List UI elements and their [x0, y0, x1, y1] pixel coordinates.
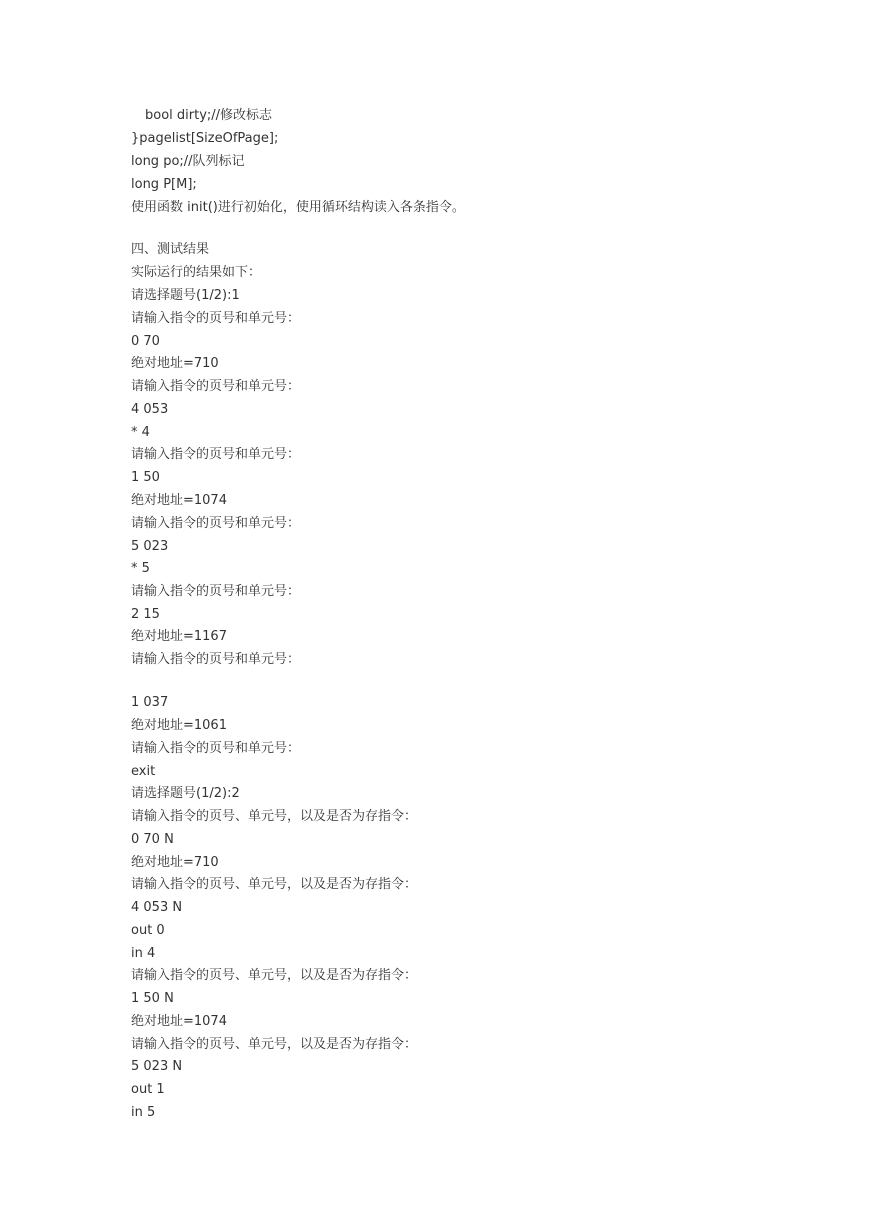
output-line: 5 023	[131, 539, 169, 554]
paragraph-init-description: 使用函数 init()进行初始化，使用循环结构读入各条指令。	[131, 200, 465, 215]
output-line: 请选择题号(1/2):2	[131, 786, 240, 801]
output-line: 2 15	[131, 607, 160, 622]
output-line: exit	[131, 764, 156, 779]
output-line: 0 70	[131, 334, 160, 349]
section-heading-test-results: 四、测试结果	[131, 242, 210, 257]
output-line: 绝对地址=710	[131, 855, 219, 870]
output-line: 请输入指令的页号和单元号：	[131, 652, 301, 667]
output-line: 请输入指令的页号和单元号：	[131, 379, 301, 394]
output-line: out 0	[131, 923, 165, 938]
code-line-pagelist: }pagelist[SizeOfPage];	[131, 131, 279, 146]
output-line: 请输入指令的页号和单元号：	[131, 311, 301, 326]
output-line: 请输入指令的页号和单元号：	[131, 584, 301, 599]
output-line: 1 037	[131, 695, 169, 710]
code-line-bool-dirty: bool dirty;//修改标志	[145, 108, 273, 123]
output-line: 请输入指令的页号和单元号：	[131, 741, 301, 756]
output-line: * 4	[131, 425, 150, 440]
output-line: 绝对地址=710	[131, 356, 219, 371]
output-line: 1 50	[131, 470, 160, 485]
output-line: 0 70 N	[131, 832, 174, 847]
output-line: 1 50 N	[131, 991, 174, 1006]
output-line: 绝对地址=1074	[131, 1014, 227, 1029]
output-line: 请输入指令的页号和单元号：	[131, 516, 301, 531]
code-line-long-po: long po;//队列标记	[131, 154, 245, 169]
output-line: 绝对地址=1061	[131, 718, 227, 733]
output-line: 5 023 N	[131, 1059, 183, 1074]
output-line: 4 053	[131, 402, 169, 417]
output-line: out 1	[131, 1082, 165, 1097]
output-line: 请输入指令的页号、单元号，以及是否为存指令：	[131, 877, 418, 892]
output-line: 请输入指令的页号、单元号，以及是否为存指令：	[131, 809, 418, 824]
output-line: 请输入指令的页号和单元号：	[131, 447, 301, 462]
output-line: 绝对地址=1074	[131, 493, 227, 508]
code-line-long-p: long P[M];	[131, 177, 197, 192]
output-line: 请选择题号(1/2):1	[131, 288, 240, 303]
output-line: in 4	[131, 946, 156, 961]
output-line: in 5	[131, 1105, 156, 1120]
output-line: 请输入指令的页号、单元号，以及是否为存指令：	[131, 968, 418, 983]
output-line: * 5	[131, 561, 150, 576]
output-line: 请输入指令的页号、单元号，以及是否为存指令：	[131, 1037, 418, 1052]
output-line: 4 053 N	[131, 900, 183, 915]
output-intro: 实际运行的结果如下：	[131, 265, 262, 280]
output-line: 绝对地址=1167	[131, 629, 227, 644]
